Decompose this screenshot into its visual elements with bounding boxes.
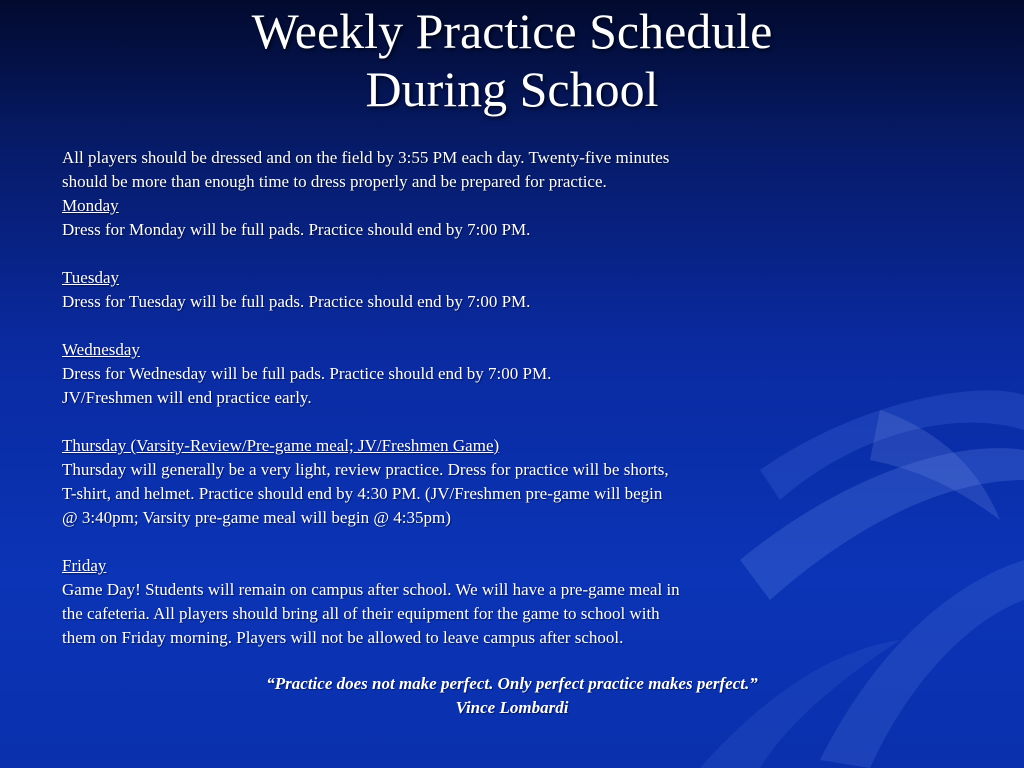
title-line-1: Weekly Practice Schedule: [251, 3, 773, 59]
thursday-section: [62, 434, 782, 530]
slide-title: [0, 2, 1024, 118]
monday-heading: Monday: [62, 196, 119, 215]
monday-section: [62, 194, 782, 242]
spacer: [62, 410, 782, 434]
wednesday-text: JV/Freshmen will end practice early.: [62, 388, 312, 407]
schedule-body: [62, 146, 782, 650]
friday-section: [62, 554, 782, 650]
tuesday-text: Dress for Tuesday will be full pads. Practice should end by 7:00 PM.: [62, 292, 531, 311]
tuesday-section: [62, 266, 782, 314]
wednesday-section: [62, 338, 782, 410]
monday-text: Dress for Monday will be full pads. Practice should end by 7:00 PM.: [62, 220, 531, 239]
quote-text: “Practice does not make perfect. Only perfect practice makes perfect.”: [266, 674, 758, 693]
wednesday-text: Dress for Wednesday will be full pads. Practice should end by 7:00 PM.: [62, 364, 552, 383]
intro-paragraph: [62, 146, 782, 194]
quote-author: Vince Lombardi: [455, 698, 569, 717]
thursday-heading: Thursday (Varsity-Review/Pre-game meal; JV/Freshmen Game): [62, 436, 500, 455]
intro-line: All players should be dressed and on the field by 3:55 PM each day. Twenty-five minutes: [62, 148, 670, 167]
spacer: [62, 314, 782, 338]
thursday-text: T-shirt, and helmet. Practice should end by 4:30 PM. (JV/Freshmen pre-game will begin: [62, 484, 663, 503]
intro-line: should be more than enough time to dress properly and be prepared for practice.: [62, 172, 607, 191]
friday-heading: Friday: [62, 556, 107, 575]
friday-text: Game Day! Students will remain on campus after school. We will have a pre-game meal in: [62, 580, 680, 599]
spacer: [62, 530, 782, 554]
quote-block: [0, 672, 1024, 720]
title-line-2: During School: [365, 61, 659, 117]
friday-text: the cafeteria. All players should bring all of their equipment for the game to school with: [62, 604, 660, 623]
friday-text: them on Friday morning. Players will not be allowed to leave campus after school.: [62, 628, 624, 647]
tuesday-heading: Tuesday: [62, 268, 119, 287]
thursday-text: Thursday will generally be a very light, review practice. Dress for practice will be shorts,: [62, 460, 669, 479]
spacer: [62, 242, 782, 266]
wednesday-heading: Wednesday: [62, 340, 140, 359]
thursday-text: @ 3:40pm; Varsity pre-game meal will begin @ 4:35pm): [62, 508, 451, 527]
